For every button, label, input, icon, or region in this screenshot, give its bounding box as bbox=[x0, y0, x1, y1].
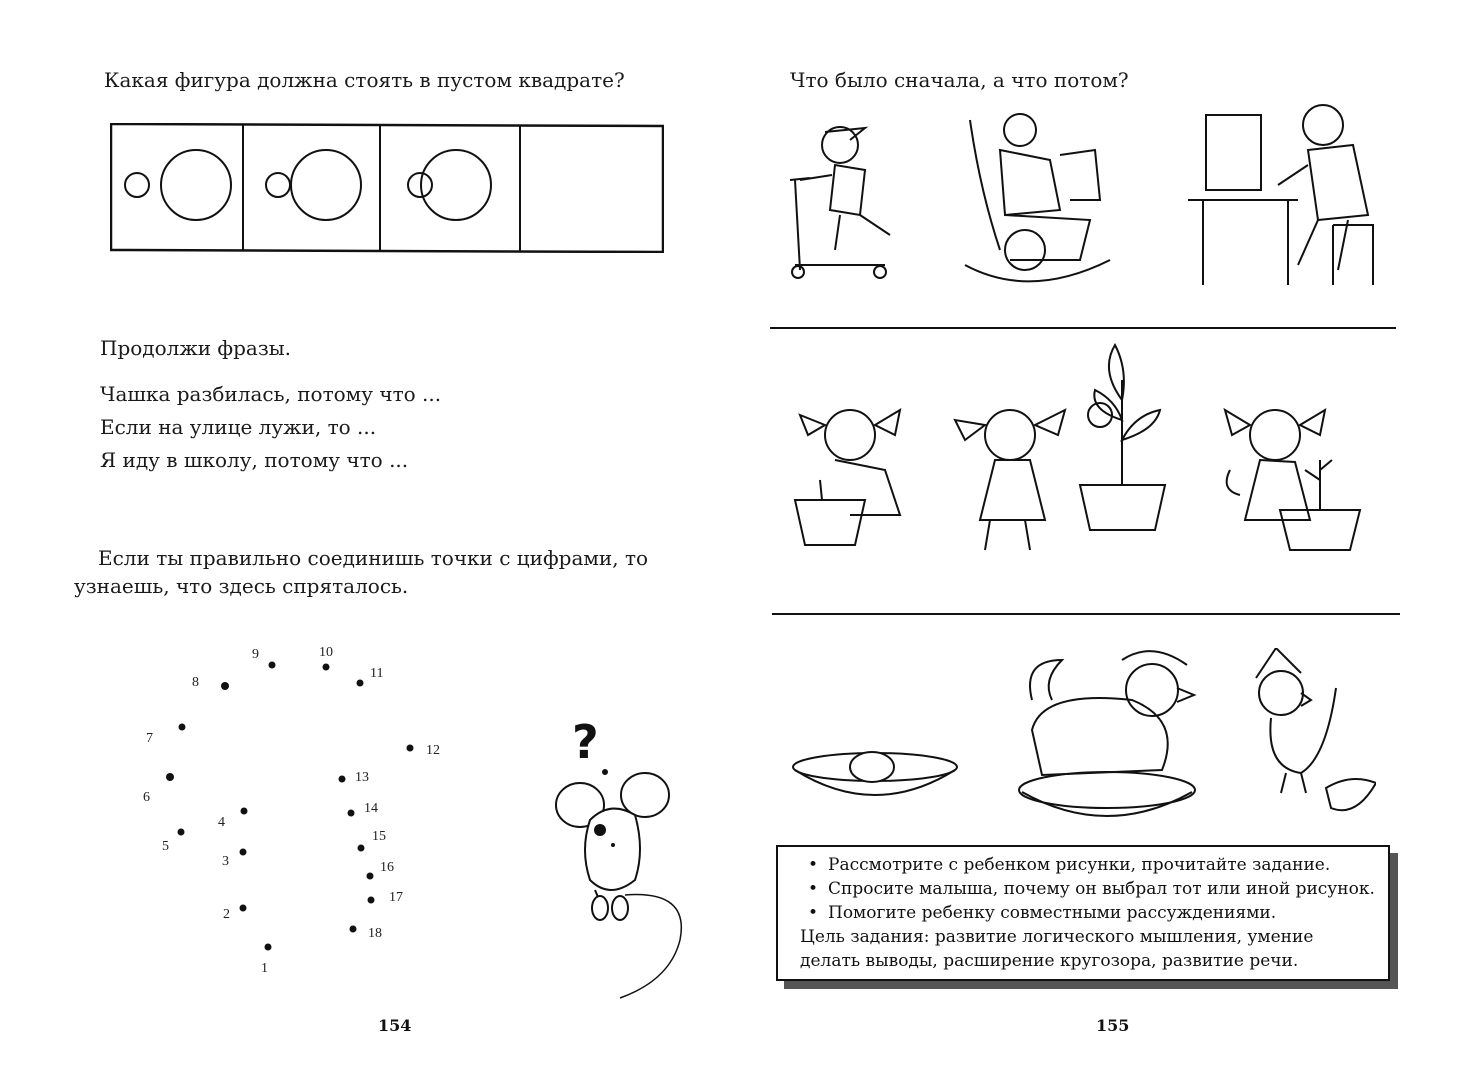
notes-bullet-list bbox=[800, 853, 1378, 925]
dot-label-13: 13 bbox=[355, 770, 369, 785]
dot-label-7: 7 bbox=[146, 731, 153, 746]
grandfather-rocking-chair-illustration bbox=[960, 100, 1130, 295]
shape-cell-2 bbox=[266, 150, 361, 220]
task-dots-line-1: Если ты правильно соединишь точки с цифрами, то bbox=[98, 546, 649, 570]
parent-notes-box bbox=[776, 845, 1390, 981]
dot-label-14: 14 bbox=[364, 801, 378, 816]
dot-label-9: 9 bbox=[252, 647, 259, 662]
mouse-question-illustration bbox=[550, 710, 700, 1000]
connect-the-dots-puzzle bbox=[130, 640, 450, 980]
question-mark: ? bbox=[572, 715, 599, 769]
dot-label-6: 6 bbox=[143, 790, 150, 805]
chick-hatched-illustration bbox=[1246, 648, 1376, 823]
dot-label-3: 3 bbox=[222, 854, 229, 869]
task-phrases-title: Продолжи фразы. bbox=[100, 336, 291, 360]
notes-bullet-2: • Спросите малыша, почему он выбрал тот или иной рисунок. bbox=[828, 877, 1378, 901]
notes-bullet-1: • Рассмотрите с ребенком рисунки, прочитайте задание. bbox=[828, 853, 1378, 877]
dot-label-5: 5 bbox=[162, 839, 169, 854]
phrase-2: Если на улице лужи, то ... bbox=[100, 415, 377, 439]
right-page bbox=[732, 0, 1464, 1080]
task-sequence-title: Что было сначала, а что потом? bbox=[790, 68, 1129, 92]
dot-label-10: 10 bbox=[319, 645, 333, 660]
task-shapes-question: Какая фигура должна стоять в пустом квадрате? bbox=[104, 68, 625, 92]
boy-on-scooter-illustration bbox=[780, 100, 940, 290]
page-number-right: 155 bbox=[1096, 1016, 1130, 1035]
task-dots-line-2: узнаешь, что здесь спряталось. bbox=[74, 574, 409, 598]
notes-goal: Цель задания: развитие логического мышления, умение делать выводы, расширение кругозора, развитие речи. bbox=[800, 927, 1314, 971]
dot-label-8: 8 bbox=[192, 675, 199, 690]
dot-label-12: 12 bbox=[426, 743, 440, 758]
dot-label-15: 15 bbox=[372, 829, 386, 844]
hen-on-nest-illustration bbox=[1012, 640, 1202, 830]
page-number-left: 154 bbox=[378, 1016, 412, 1035]
dot-label-4: 4 bbox=[218, 815, 225, 830]
girl-with-grown-plant-illustration bbox=[950, 340, 1200, 555]
dot-label-2: 2 bbox=[223, 907, 230, 922]
empty-answer-cell bbox=[522, 127, 662, 249]
shape-cell-3 bbox=[408, 150, 491, 220]
dot-label-18: 18 bbox=[368, 926, 382, 941]
dot-label-1: 1 bbox=[261, 961, 268, 976]
notes-bullet-3: • Помогите ребенку совместными рассуждениями. bbox=[828, 901, 1378, 925]
egg-in-nest-illustration bbox=[790, 745, 960, 815]
phrase-1: Чашка разбилась, потому что ... bbox=[100, 382, 442, 406]
dot-label-16: 16 bbox=[380, 860, 394, 875]
shape-sequence-puzzle bbox=[110, 123, 664, 253]
section-divider-1 bbox=[770, 327, 1396, 329]
dot-label-17: 17 bbox=[389, 890, 403, 905]
shape-cell-1 bbox=[125, 150, 231, 220]
girl-planting-seed-illustration bbox=[790, 390, 930, 550]
section-divider-2 bbox=[772, 613, 1400, 615]
dot-label-11: 11 bbox=[370, 666, 384, 681]
girl-watering-sprout-illustration bbox=[1220, 390, 1370, 555]
man-at-computer-illustration bbox=[1188, 95, 1388, 290]
phrase-3: Я иду в школу, потому что ... bbox=[100, 448, 409, 472]
